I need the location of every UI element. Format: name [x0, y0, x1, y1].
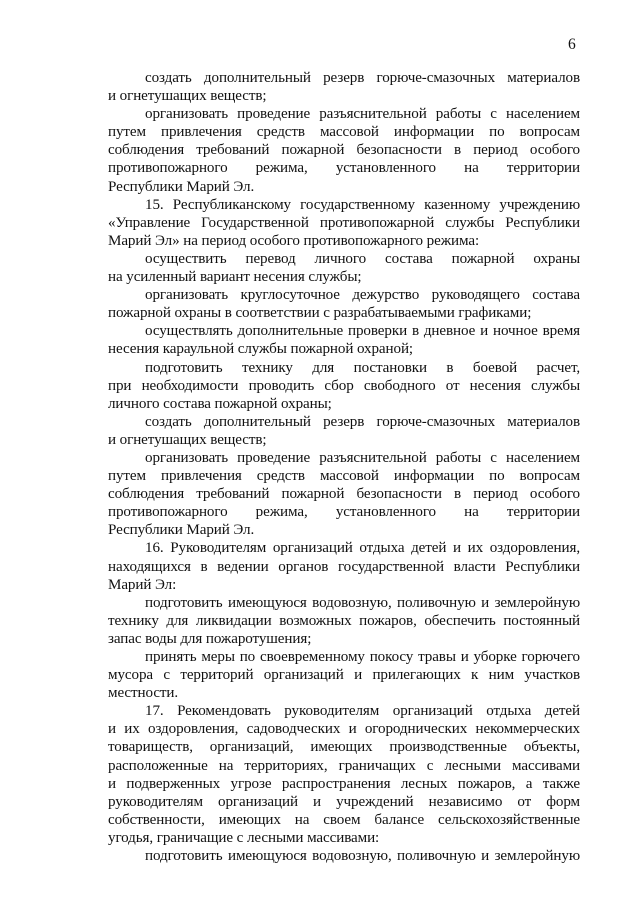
- text-line: соблюдения требований пожарной безопасности в период особого: [108, 142, 580, 159]
- text-line: местности.: [108, 685, 179, 702]
- text-line: личного состава пожарной охраны;: [108, 395, 332, 412]
- text-line: технику для ликвидации возможных пожаров, обеспечить постоянный: [108, 612, 580, 629]
- paragraph: [108, 196, 580, 250]
- text-line: 15. Республиканскому государственному казенному учреждению: [145, 196, 580, 213]
- text-line: и огнетушащих веществ;: [108, 431, 267, 448]
- text-line: собственности, имеющих на своем балансе сельскохозяйственные: [108, 811, 580, 828]
- text-line: товариществ, организаций, имеющих производственные объекты,: [108, 739, 580, 756]
- paragraph: [108, 449, 580, 539]
- text-line: Марий Эл» на период особого противопожарного режима:: [108, 232, 480, 249]
- paragraph: [108, 413, 580, 449]
- text-line: расположенные на территориях, граничащих с лесными массивами: [108, 757, 580, 774]
- text-line: подготовить имеющуюся водовозную, поливочную и землеройную: [145, 594, 580, 611]
- text-line: осуществить перевод личного состава пожарной охраны: [145, 250, 580, 267]
- text-line: путем привлечения средств массовой информации по вопросам: [108, 124, 580, 141]
- paragraph: [108, 250, 580, 286]
- paragraph: [108, 539, 580, 593]
- text-line: путем привлечения средств массовой информации по вопросам: [108, 468, 580, 485]
- text-line: 16. Руководителям организаций отдыха детей и их оздоровления,: [145, 540, 580, 557]
- text-line: подготовить технику для постановки в боевой расчет,: [145, 359, 580, 376]
- text-line: угодья, граничащие с лесными массивами:: [108, 829, 380, 846]
- text-line: запас воды для пожаротушения;: [108, 630, 312, 647]
- text-line: находящихся в ведении органов государственной власти Республики: [108, 558, 580, 575]
- text-line: «Управление Государственной противопожарной службы Республики: [108, 214, 580, 231]
- paragraph: [108, 322, 580, 358]
- text-line: создать дополнительный резерв горюче-смазочных материалов: [145, 70, 580, 86]
- text-line: и их оздоровления, садоводческих и огороднических некоммерческих: [108, 721, 580, 738]
- paragraph: [108, 847, 580, 865]
- document-body: [108, 69, 580, 865]
- paragraph: [108, 594, 580, 648]
- text-line: на усиленный вариант несения службы;: [108, 269, 362, 286]
- text-line: организовать проведение разъяснительной работы с населением: [145, 449, 580, 466]
- text-line: руководителям организаций и учреждений независимо от форм: [108, 793, 580, 810]
- paragraph: [108, 105, 580, 195]
- text-line: организовать проведение разъяснительной работы с населением: [145, 106, 580, 123]
- text-line: Республики Марий Эл.: [108, 522, 255, 539]
- text-line: пожарной охраны в соответствии с разрабатываемыми графиками;: [108, 305, 532, 322]
- paragraph: [108, 648, 580, 702]
- paragraph: [108, 702, 580, 847]
- text-line: Марий Эл:: [108, 576, 177, 593]
- text-line: и огнетушащих веществ;: [108, 88, 267, 105]
- text-line: создать дополнительный резерв горюче-смазочных материалов: [145, 413, 580, 430]
- paragraph: [108, 69, 580, 105]
- text-line: противопожарного режима, установленного на территории: [108, 160, 580, 177]
- text-line: несения караульной службы пожарной охраной;: [108, 341, 414, 358]
- text-line: принять меры по своевременному покосу травы и уборке горючего: [145, 649, 580, 665]
- text-line: и подверженных угрозе распространения лесных пожаров, а также: [108, 775, 580, 792]
- paragraph: [108, 359, 580, 413]
- text-line: подготовить имеющуюся водовозную, поливочную и землеройную: [145, 848, 580, 865]
- text-line: Республики Марий Эл.: [108, 178, 255, 195]
- text-line: организовать круглосуточное дежурство руководящего состава: [145, 287, 580, 304]
- paragraph: [108, 286, 580, 322]
- text-line: противопожарного режима, установленного на территории: [108, 504, 580, 521]
- text-line: соблюдения требований пожарной безопасности в период особого: [108, 486, 580, 503]
- page-number: 6: [568, 36, 576, 53]
- text-line: при необходимости проводить сбор свободного от несения службы: [108, 377, 580, 394]
- text-line: 17. Рекомендовать руководителям организаций отдыха детей: [145, 703, 580, 720]
- text-line: мусора с территорий организаций и прилегающих к ним участков: [108, 667, 580, 684]
- text-line: осуществлять дополнительные проверки в дневное и ночное время: [145, 323, 580, 340]
